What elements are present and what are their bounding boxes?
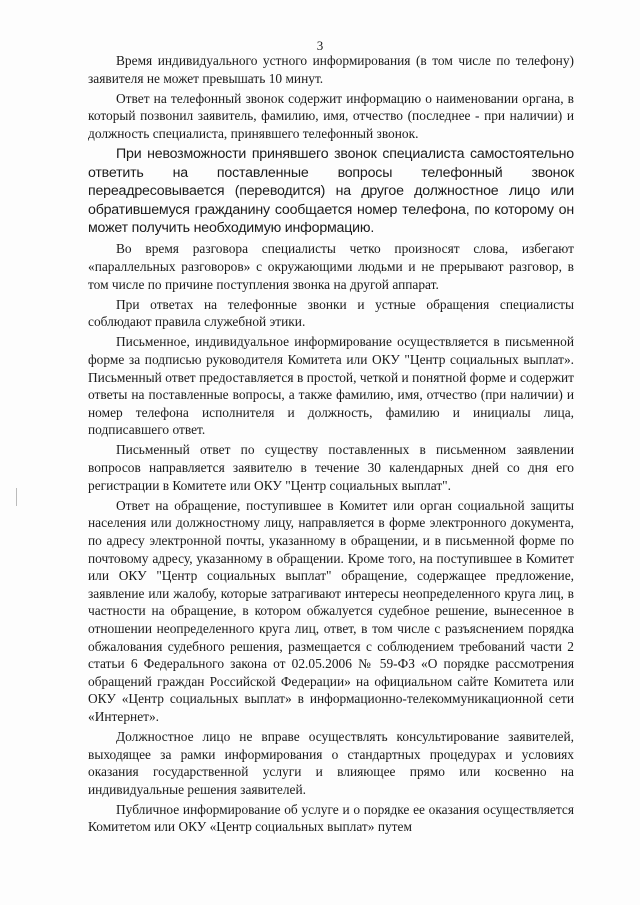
paragraph-public-informing: Публичное информирование об услуге и о порядке ее оказания осуществляется Комитетом или ОКУ «Центр социальных выплат» путем xyxy=(88,801,574,835)
paragraph-conversation-rules: Во время разговора специалисты четко произносят слова, избегают «параллельных разговоров» с окружающими людьми и не прерывают разговор, в том числе по причине поступления звонка на другой аппарат. xyxy=(88,241,574,292)
paragraph-written-informing: Письменное, индивидуальное информирование осуществляется в письменной форме за подписью руководителя Комитета или ОКУ "Центр социальных выплат». Письменный ответ предоставляется в простой, четкой и понятной форме и содержит ответы на поставленные вопросы, а также фамилию, имя, отчество (при наличии) и номер телефона исполнителя и должность, фамилию и инициалы лица, подписавшего ответ. xyxy=(88,334,574,438)
paragraph-call-redirect xyxy=(88,145,574,238)
paragraph-written-answer-deadline: Письменный ответ по существу поставленных в письменном заявлении вопросов направляется заявителю в течение 30 календарных дней со дня его регистрации в Комитете или ОКУ "Центр социальных выплат". xyxy=(88,442,574,493)
paragraph-call-redirect-text: При невозможности принявшего звонок специалиста самостоятельно ответить на поставленные вопросы телефонный звонок переадресовывается (переводится) на другое должностное лицо или обратившемуся гражданину сообщается номер телефона, по которому он может получить необходимую информацию. xyxy=(88,145,574,237)
paragraph-oral-informing-duration: Время индивидуального устного информирования (в том числе по телефону) заявителя не может превышать 10 минут. xyxy=(88,53,574,86)
paragraph-service-ethics: При ответах на телефонные звонки и устные обращения специалисты соблюдают правила служебной этики. xyxy=(88,296,574,330)
page-number: 3 xyxy=(316,38,324,53)
paragraph-phone-answer-content: Ответ на телефонный звонок содержит информацию о наименовании органа, в который позвонил заявитель, фамилию, имя, отчество (последнее - при наличии) и должность специалиста, принявшего телефонный звонок. xyxy=(88,90,574,141)
scan-margin-mark xyxy=(16,488,17,506)
document-body xyxy=(88,52,574,839)
paragraph-consulting-limits: Должностное лицо не вправе осуществлять консультирование заявителей, выходящее за рамки информирования о стандартных процедурах и условиях оказания государственной услуги и влияющее прямо или косвенно на индивидуальные решения заявителей. xyxy=(88,728,574,797)
paragraph-appeal-answer: Ответ на обращение, поступившее в Комитет или орган социальной защиты населения или должностному лицу, направляется в форме электронного документа, по адресу электронной почты, указанному в обращении, и в письменной форме по почтовому адресу, указанному в обращении. Кроме того, на поступившее в Комитет или ОКУ "Центр социальных выплат" обращение, содержащее предложение, заявление или жалобу, которые затрагивают интересы неопределенного круга лиц, в частности на обращение, в котором обжалуется судебное решение, вынесенное в отношении неопределенного круга лиц, ответ, в том числе с разъяснением порядка обжалования судебного решения, размещается с соблюдением требований части 2 статьи 6 Федерального закона от 02.05.2006 № 59-ФЗ «О порядке рассмотрения обращений граждан Российской Федерации» на официальном сайте Комитета или ОКУ «Центр социальных выплат» в информационно-телекоммуникационной сети «Интернет». xyxy=(88,497,574,724)
